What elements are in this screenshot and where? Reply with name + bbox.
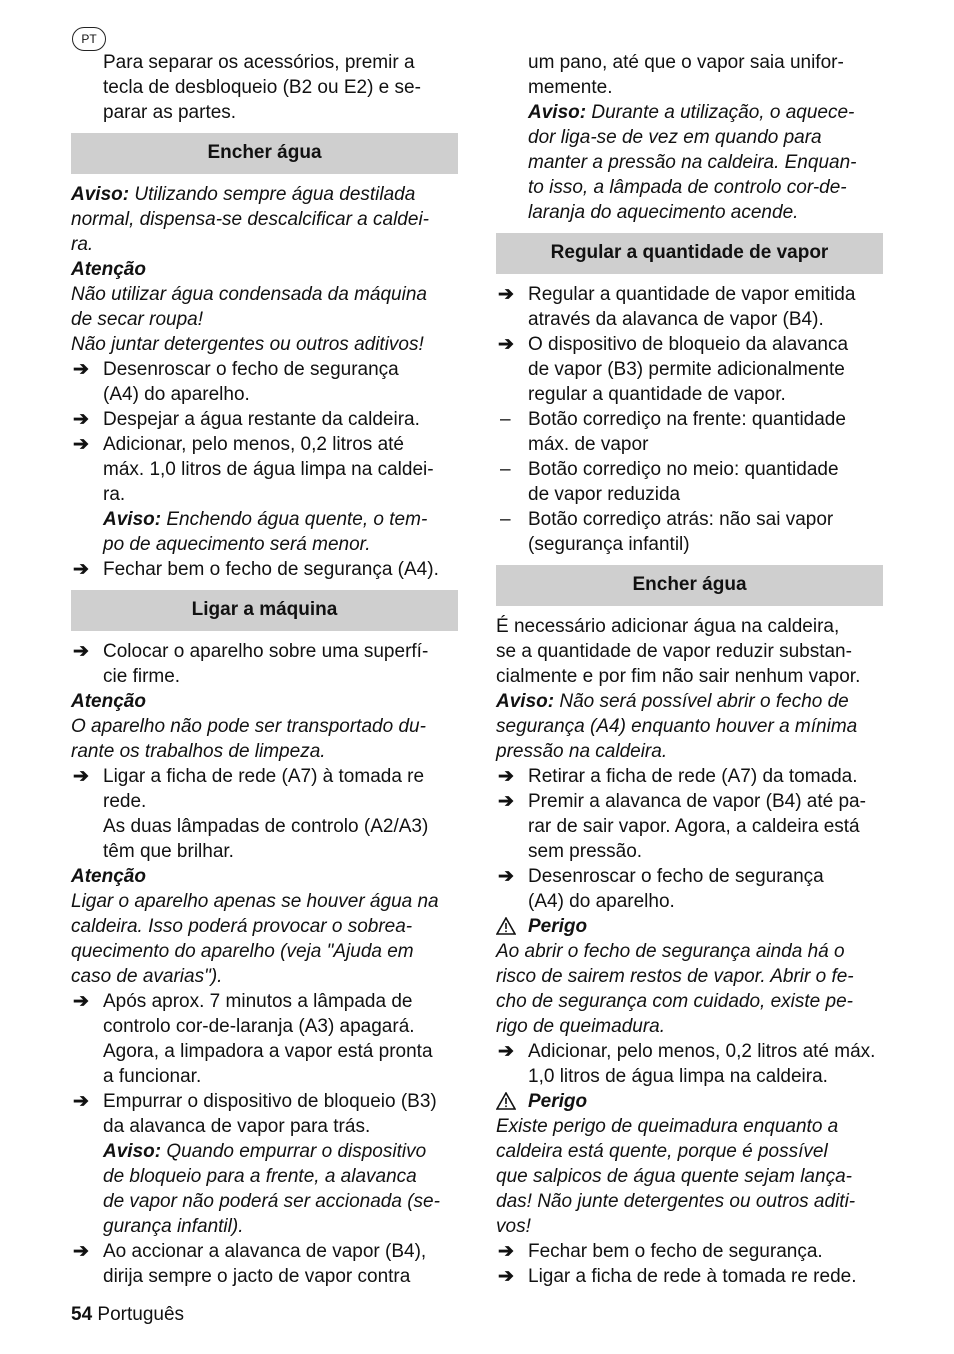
note-label: Perigo [528,1091,588,1112]
note-aviso [71,182,458,257]
text-line: de secar roupa! [71,309,204,330]
note-label: Aviso: [528,102,587,123]
arrow-right-icon: ➔ [498,866,514,887]
text-line: da alavanca de vapor para trás. [103,1116,371,1137]
note-text: Enchendo água quente, o tem- [161,509,428,530]
note-label: Aviso: [103,1141,162,1162]
text-line: manter a pressão na caldeira. Enquan- [528,152,857,173]
note-label: Aviso: [496,691,555,712]
text-line: de vapor não poderá ser accionada (se- [103,1191,440,1212]
text-line: Adicionar, pelo menos, 0,2 litros até [103,434,405,455]
bullet-item [71,1089,458,1139]
note-label: Atenção [71,866,146,887]
note-text: Durante a utilização, o aquece- [586,102,855,123]
bullet-item [496,1264,883,1289]
bullet-item [71,1239,458,1289]
text-line: que salpicos de água quente sejam lança- [496,1166,852,1187]
text-line: Desenroscar o fecho de segurança [528,866,824,887]
text-line: po de aquecimento será menor. [103,534,371,555]
text-line: Ligar a ficha de rede (A7) à tomada re [103,766,425,787]
text-line: dirija sempre o jacto de vapor contra [103,1266,411,1287]
text-line: gurança infantil). [103,1216,244,1237]
note-atencao [71,864,458,989]
note-text: Não será possível abrir o fecho de [554,691,849,712]
arrow-right-icon: ➔ [73,766,89,787]
text-line: através da alavanca de vapor (B4). [528,309,824,330]
text-line [528,100,883,125]
text-line: Botão corrediço no meio: quantidade [528,459,839,480]
text-line: Ao abrir o fecho de segurança ainda há o [496,941,845,962]
text-line: Desenroscar o fecho de segurança [103,359,399,380]
dash-icon: – [500,459,511,480]
section-header: Ligar a máquina [71,590,458,631]
note-label: Aviso: [71,184,130,205]
language-badge: PT [72,27,106,51]
bullet-continuation [71,814,458,864]
arrow-right-icon: ➔ [73,1091,89,1112]
text-line: Despejar a água restante da caldeira. [103,409,420,430]
paragraph [496,614,883,689]
text-line: normal, dispensa-se descalcificar a caldei- [71,209,429,230]
bullet-item [71,432,458,507]
text-line: Ligar o aparelho apenas se houver água na [71,891,439,912]
section-header: Encher água [496,565,883,606]
arrow-right-icon: ➔ [73,409,89,430]
text-line: laranja do aquecimento acende. [528,202,799,223]
arrow-right-icon: ➔ [73,559,89,580]
arrow-right-icon: ➔ [498,1241,514,1262]
text-line: caso de avarias"). [71,966,223,987]
arrow-right-icon: ➔ [498,766,514,787]
text-line: rante os trabalhos de limpeza. [71,741,326,762]
text-line [71,182,458,207]
text-line: Adicionar, pelo menos, 0,2 litros até máx. [528,1041,876,1062]
right-column [496,50,883,1289]
note-label: Atenção [71,691,146,712]
text-line: regular a quantidade de vapor. [528,384,786,405]
text-line: memente. [528,77,613,98]
text-line: de vapor (B3) permite adicionalmente [528,359,845,380]
note-label: Atenção [71,259,146,280]
dash-icon: – [500,409,511,430]
text-line: segurança (A4) enquanto houver a mínima [496,716,858,737]
text-line: O aparelho não pode ser transportado du- [71,716,426,737]
text-line: um pano, até que o vapor saia unifor- [528,52,844,73]
text-line [496,914,883,939]
text-line: ra. [71,234,94,255]
text-line: máx. de vapor [528,434,649,455]
left-column [71,50,458,1289]
note-text: Utilizando sempre água destilada [129,184,416,205]
danger-note [496,914,883,1039]
arrow-right-icon: ➔ [498,1266,514,1287]
arrow-right-icon: ➔ [498,334,514,355]
text-line: vos! [496,1216,531,1237]
text-line [103,507,458,532]
text-line: quecimento do aparelho (veja "Ajuda em [71,941,414,962]
section-header: Encher água [71,133,458,174]
text-line: dor liga-se de vez em quando para [528,127,822,148]
bullet-item [496,764,883,789]
continued-text [496,50,883,100]
arrow-right-icon: ➔ [498,791,514,812]
note-label: Aviso: [103,509,162,530]
text-line: cie firme. [103,666,181,687]
text-line: parar as partes. [103,102,237,123]
text-line: Existe perigo de queimadura enquanto a [496,1116,839,1137]
text-line: tecla de desbloqueio (B2 ou E2) e se- [103,77,421,98]
text-line: rede. [103,791,147,812]
text-line: Ligar a ficha de rede à tomada re rede. [528,1266,857,1287]
bullet-item [496,1239,883,1264]
text-line: O dispositivo de bloqueio da alavanca [528,334,849,355]
bullet-item [496,332,883,407]
text-line: sem pressão. [528,841,643,862]
text-line [496,689,883,714]
text-line: Após aprox. 7 minutos a lâmpada de [103,991,413,1012]
text-line: Fechar bem o fecho de segurança (A4). [103,559,439,580]
text-line: Retirar a ficha de rede (A7) da tomada. [528,766,858,787]
text-line: risco de sairem restos de vapor. Abrir o fe- [496,966,854,987]
warning-triangle-icon [496,1092,516,1117]
text-line: caldeira está quente, porque é possível [496,1141,828,1162]
danger-note [496,1089,883,1239]
text-line: É necessário adicionar água na caldeira, [496,616,840,637]
arrow-right-icon: ➔ [73,359,89,380]
arrow-right-icon: ➔ [73,434,89,455]
text-line: (segurança infantil) [528,534,690,555]
bullet-item [71,407,458,432]
text-line: Empurrar o dispositivo de bloqueio (B3) [103,1091,437,1112]
intro-paragraph [71,50,458,125]
bullet-item [71,557,458,582]
section-header: Regular a quantidade de vapor [496,233,883,274]
text-line: Não utilizar água condensada da máquina [71,284,427,305]
note-atencao [71,257,458,357]
page-footer [71,1302,184,1327]
bullet-item [496,864,883,914]
text-line: de bloqueio para a frente, a alavanca [103,1166,417,1187]
text-line: de vapor reduzida [528,484,681,505]
text-line: Premir a alavanca de vapor (B4) até pa- [528,791,866,812]
note-aviso [496,689,883,764]
bullet-item [496,1039,883,1089]
text-line: têm que brilhar. [103,841,234,862]
text-line: máx. 1,0 litros de água limpa na caldei- [103,459,434,480]
text-line: rigo de queimadura. [496,1016,665,1037]
text-line: 1,0 litros de água limpa na caldeira. [528,1066,828,1087]
text-line: Botão corrediço na frente: quantidade [528,409,846,430]
text-line: Regular a quantidade de vapor emitida [528,284,856,305]
text-line: a funcionar. [103,1066,202,1087]
text-line: das! Não junte detergentes ou outros aditi- [496,1191,856,1212]
bullet-item [71,639,458,689]
arrow-right-icon: ➔ [73,1241,89,1262]
text-line: Colocar o aparelho sobre uma superfí- [103,641,429,662]
text-line [103,1139,458,1164]
note-label: Perigo [528,916,588,937]
text-line: As duas lâmpadas de controlo (A2/A3) [103,816,429,837]
text-line: to isso, a lâmpada de controlo cor-de- [528,177,847,198]
text-line: cho de segurança com cuidado, existe pe- [496,991,853,1012]
text-line: Agora, a limpadora a vapor está pronta [103,1041,433,1062]
bullet-item [71,357,458,407]
note-text: Quando empurrar o dispositivo [161,1141,427,1162]
bullet-item [496,282,883,332]
arrow-right-icon: ➔ [73,991,89,1012]
text-line: (A4) do aparelho. [528,891,675,912]
dash-item [496,407,883,457]
dash-icon: – [500,509,511,530]
bullet-item [71,764,458,814]
dash-item [496,457,883,507]
bullet-item [71,989,458,1089]
warning-triangle-icon [496,917,516,942]
text-line: controlo cor-de-laranja (A3) apagará. [103,1016,415,1037]
arrow-right-icon: ➔ [73,641,89,662]
text-line: ra. [103,484,126,505]
arrow-right-icon: ➔ [498,1041,514,1062]
text-line: caldeira. Isso poderá provocar o sobrea- [71,916,413,937]
footer-language: Português [97,1304,185,1325]
text-line: Ao accionar a alavanca de vapor (B4), [103,1241,427,1262]
text-line: Não juntar detergentes ou outros aditivos! [71,334,424,355]
note-aviso [496,100,883,225]
text-line: (A4) do aparelho. [103,384,250,405]
dash-item [496,507,883,557]
text-line [496,1089,883,1114]
text-line: Botão corrediço atrás: não sai vapor [528,509,834,530]
text-line: Para separar os acessórios, premir a [103,52,415,73]
page-number: 54 [71,1304,93,1325]
text-line: rar de sair vapor. Agora, a caldeira está [528,816,860,837]
text-line: Fechar bem o fecho de segurança. [528,1241,823,1262]
bullet-item [496,789,883,864]
text-line: cialmente e por fim não sair nenhum vapor. [496,666,861,687]
text-line: pressão na caldeira. [496,741,668,762]
note-aviso [71,1139,458,1239]
note-atencao [71,689,458,764]
note-aviso [71,507,458,557]
arrow-right-icon: ➔ [498,284,514,305]
text-line: se a quantidade de vapor reduzir substan- [496,641,852,662]
